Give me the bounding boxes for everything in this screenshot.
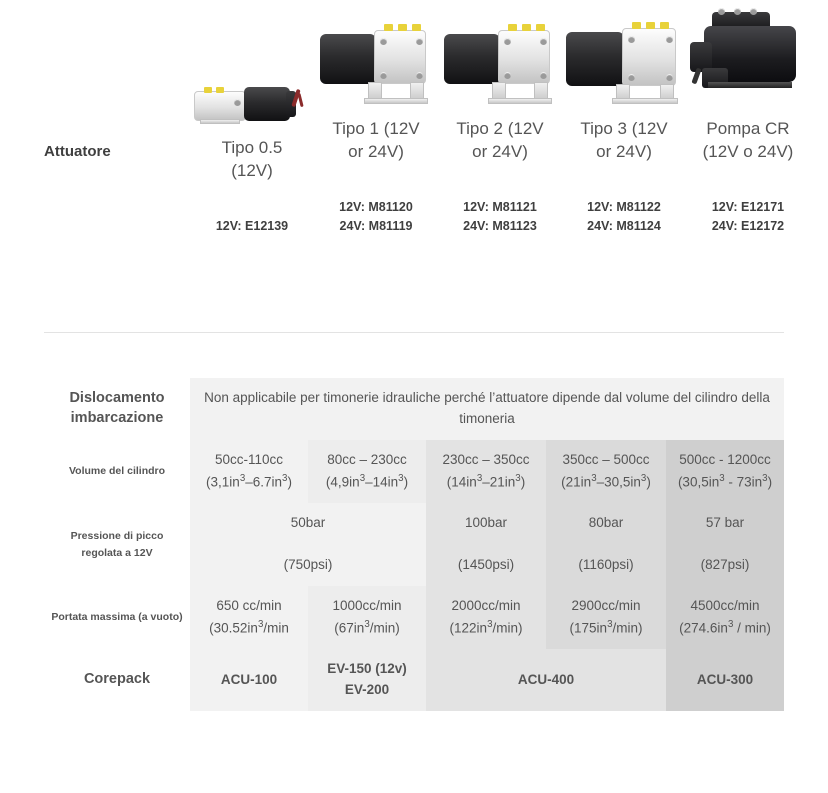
table-row-corepack [44,649,784,711]
cell-line1: 2000cc/min [451,597,521,613]
cell-line2b: /min [263,620,289,636]
cell-line2: (1450psi) [457,557,515,573]
product-title-line2: (12V o 24V) [702,141,794,161]
pump-type-2-icon [440,0,560,110]
cell-line2a: (274.6in [679,620,728,636]
cell-peak-pressure-2 [426,503,546,586]
product-column-tipo-2 [438,0,562,236]
product-codes-tipo-2 [440,180,560,236]
product-title-pompa-cr [688,110,808,180]
cell-line1: ACU-300 [696,671,754,687]
cell-sup-a: 3 [487,618,493,630]
cell-line1: 57 bar [705,515,745,531]
product-title-line2: or 24V) [472,141,528,161]
cell-line2a: (30,5in [677,474,720,490]
row-label-corepack: Corepack [44,649,190,711]
cell-line2a: (122in [449,620,488,636]
cell-line2b: /min) [369,620,400,636]
row-label-line1: Dislocamento [69,390,165,407]
row-label-peak-pressure: Pressione di picco regolata a 12V [44,503,190,586]
pump-type-05-icon [192,19,312,129]
cell-cylinder-volume-4 [546,440,666,503]
cell-sup-a: 3 [719,472,725,484]
cell-line2a: (21in [561,474,592,490]
cell-cylinder-volume-2 [308,440,426,503]
cell-line2b: - 73in [724,474,763,490]
cell-line2b: –21in [482,474,516,490]
product-column-tipo-1 [314,0,438,236]
cell-sup-b: 3 [515,472,521,484]
product-column-tipo-3 [562,0,686,236]
product-title-tipo-1 [316,110,436,180]
product-code-24v: 24V: E12172 [711,218,785,233]
product-title-tipo-2 [440,110,560,180]
cell-line1: 650 cc/min [216,597,282,613]
cell-line1: 80bar [588,515,624,531]
cell-line2c: ) [646,474,651,490]
cell-cylinder-volume-3 [426,440,546,503]
cell-sup-a: 3 [239,472,246,484]
cell-line2a: (30.52in [209,620,258,636]
product-code-12v: 12V: M81122 [587,200,661,214]
product-codes-tipo-1 [316,180,436,236]
cell-max-flow-5 [666,586,784,649]
product-codes-tipo-3 [564,180,684,236]
cell-line1: ACU-100 [220,671,278,687]
product-codes-tipo-05 [192,199,312,236]
cell-corepack-1 [190,649,308,711]
row-label-line2: imbarcazione [70,409,164,426]
product-code-24v: 24V: M81123 [463,218,537,233]
product-title-line1: Tipo 1 (12V [332,119,420,138]
cell-corepack-4 [666,649,784,711]
pump-type-1-icon [316,0,436,110]
cell-line2b: –6.7in [245,474,283,490]
cell-sup-a: 3 [476,472,483,484]
cell-line1: 230cc – 350cc [442,451,530,467]
cell-line2b: –14in [365,474,399,490]
cell-line2b: / min) [733,620,771,636]
cell-sup-a: 3 [359,472,366,484]
product-column-tipo-05 [190,19,314,236]
product-code-12v: 12V: E12171 [711,200,785,214]
cell-line1: EV-150 (12v) [327,661,407,677]
cell-line1: 2900cc/min [571,597,641,613]
actuator-row [0,0,828,236]
cell-peak-pressure-3 [546,503,666,586]
cell-line2a: (14in [446,474,477,490]
cell-corepack-3 [426,649,666,711]
cell-line2a: (175in [569,620,608,636]
cell-line1: 50bar [290,515,326,531]
table-row-displacement [44,378,784,440]
cell-line2a: (67in [334,620,365,636]
product-title-line2: (12V) [231,160,273,180]
displacement-note: Non applicabile per timonerie idrauliche perché l’attuatore dipende dal volume del cilindro della timoneria [190,378,784,440]
cell-sup-a: 3 [364,618,370,630]
product-code-24v: 24V: M81119 [339,218,413,233]
cell-line1: 100bar [464,515,508,531]
cell-max-flow-1 [190,586,308,649]
cell-line2a: (3,1in [206,474,240,490]
cell-line2c: ) [520,474,526,490]
product-title-line1: Tipo 0.5 [221,137,283,157]
cell-cylinder-volume-5 [666,440,784,503]
cell-line2: (827psi) [700,557,750,573]
table-row-peak-pressure [44,503,784,586]
cell-line1: 80cc – 230cc [327,451,407,467]
product-code-12v: 12V: M81120 [339,200,413,214]
cell-line2c: ) [403,474,409,490]
cell-line2a: (4,9in [325,474,360,490]
cell-max-flow-2 [308,586,426,649]
product-title-line1: Tipo 3 (12V [580,119,668,138]
pump-type-3-icon [564,0,684,110]
cell-line2b: /min) [492,620,523,636]
cell-peak-pressure-4 [666,503,784,586]
product-title-tipo-05 [192,129,312,199]
product-title-line1: Tipo 2 (12V [456,119,544,138]
cell-sup-a: 3 [607,618,613,630]
pump-cr-icon [688,0,808,110]
cell-sup-a: 3 [727,618,734,630]
row-label-max-flow: Portata massima (a vuoto) [44,586,190,649]
cell-line2: (1160psi) [578,557,634,573]
cell-line2c: ) [767,474,773,490]
product-title-line2: or 24V) [596,141,652,161]
cell-line1: 50cc-110cc [214,451,284,467]
section-divider [44,332,784,333]
cell-line1: 4500cc/min [690,597,760,613]
product-code-12v: 12V: M81121 [463,200,537,214]
table-row-cylinder-volume [44,440,784,503]
product-title-line1: Pompa CR [706,119,790,138]
cell-line2b: /min) [612,620,643,636]
product-code-24v: 24V: M81124 [587,218,661,233]
cell-cylinder-volume-1 [190,440,308,503]
table-row-max-flow [44,586,784,649]
cell-max-flow-3 [426,586,546,649]
cell-sup-b: 3 [762,472,768,484]
cell-corepack-2 [308,649,426,711]
row-label-actuator: Attuatore [44,142,111,160]
cell-sup-a: 3 [591,472,597,484]
product-column-pompa-cr [686,0,810,236]
product-code-12v: 12V: E12139 [215,218,289,233]
actuator-section [0,0,828,236]
cell-line2: (750psi) [283,557,333,573]
row-label-cylinder-volume: Volume del cilindro [44,440,190,503]
cell-max-flow-4 [546,586,666,649]
cell-line2: EV-200 [344,682,390,698]
cell-sup-b: 3 [640,472,647,484]
cell-sup-b: 3 [282,472,288,484]
cell-peak-pressure-1 [190,503,426,586]
cell-line2c: ) [287,474,292,490]
cell-line1: 1000cc/min [332,597,402,613]
cell-sup-a: 3 [257,618,264,630]
cell-line1: 350cc – 500cc [562,451,650,467]
product-title-tipo-3 [564,110,684,180]
product-title-line2: or 24V) [348,141,404,161]
cell-line1: ACU-400 [517,671,575,687]
product-codes-pompa-cr [688,180,808,236]
cell-sup-b: 3 [398,472,404,484]
specifications-table [44,378,784,711]
cell-line1: 500cc - 1200cc [679,451,771,467]
row-label-displacement [44,378,190,440]
cell-line2b: –30,5in [596,474,641,490]
